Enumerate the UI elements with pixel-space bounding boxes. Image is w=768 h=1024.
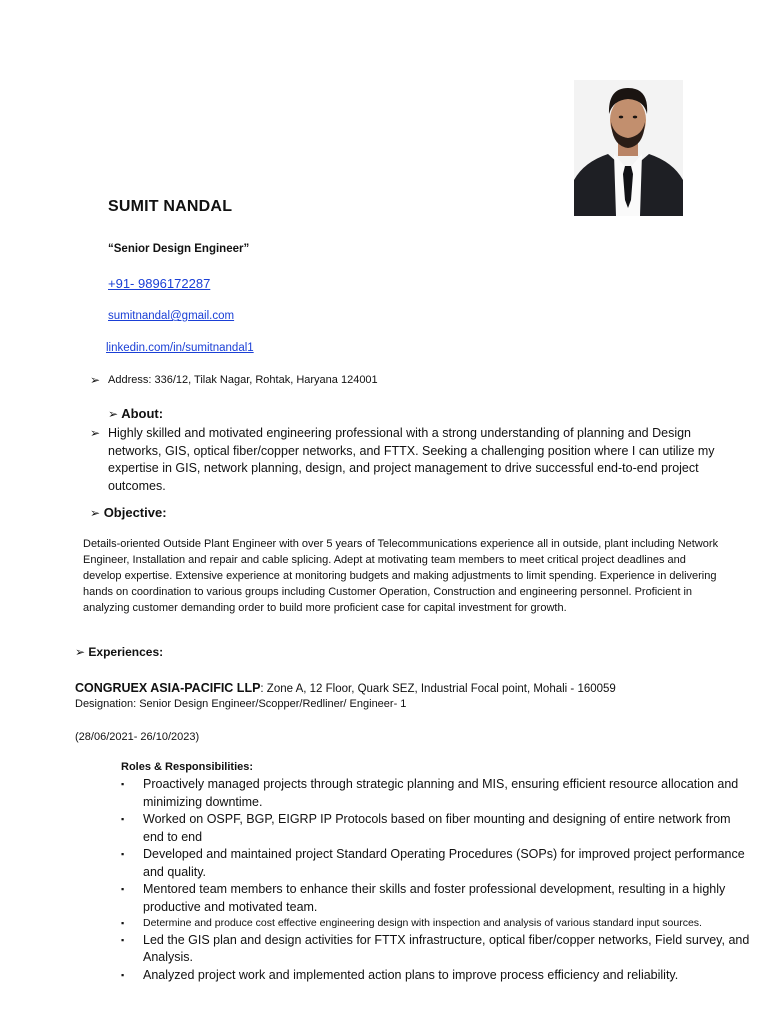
about-heading-label: About: xyxy=(121,406,164,421)
list-item xyxy=(121,932,751,967)
list-item-text: Worked on OSPF, BGP, EIGRP IP Protocols based on fiber mounting and designing of entire network from end to end xyxy=(143,812,731,844)
employment-dates: (28/06/2021- 26/10/2023) xyxy=(75,731,200,743)
job-title: “Senior Design Engineer” xyxy=(108,243,250,255)
designation: Designation: Senior Design Engineer/Scopper/Redliner/ Engineer- 1 xyxy=(75,698,407,710)
square-bullet-icon: ▪ xyxy=(121,849,125,859)
about-heading xyxy=(108,406,163,421)
list-item xyxy=(121,967,751,985)
company-address: : Zone A, 12 Floor, Quark SEZ, Industrial Focal point, Mohali - 160059 xyxy=(260,683,616,695)
square-bullet-icon: ▪ xyxy=(121,918,125,928)
about-text: Highly skilled and motivated engineering professional with a strong understanding of planning and Design networks, GIS, optical fiber/copper networks, and FTTX. Seeking a challenging position where I can utilize my expertise in GIS, network planning, design, and project management to drive successful end-to-end project outcomes. xyxy=(108,426,715,493)
square-bullet-icon: ▪ xyxy=(121,884,125,894)
list-item-text: Analyzed project work and implemented action plans to improve process efficiency and reliability. xyxy=(143,967,679,982)
list-item-text: Led the GIS plan and design activities for FTTX infrastructure, optical fiber/copper networks, Field survey, and Analysis. xyxy=(143,932,750,964)
objective-text: Details-oriented Outside Plant Engineer with over 5 years of Telecommunications experience all in outside, plant including Network Engineer, Installation and repair and cable splicing. Adept at motivating team members to meet critical project deadlines and develop expertise. Extensive experience at monitoring budgets and making adjustments to limit spending. Experience in delivering hands on coordination to various groups including Customer Operation, Construction and engineering personnel. Proficient in analyzing customer demanding order to build more proficient case for capital investment for growth. xyxy=(83,538,719,614)
list-item xyxy=(121,776,751,811)
list-item xyxy=(121,881,751,916)
company-line xyxy=(75,681,616,695)
objective-heading xyxy=(90,505,167,520)
arrow-bullet-icon: ➢ xyxy=(90,426,101,440)
list-item xyxy=(121,846,751,881)
square-bullet-icon: ▪ xyxy=(121,779,125,789)
list-item xyxy=(121,811,751,846)
experiences-heading-label: Experiences: xyxy=(88,645,164,659)
roles-heading: Roles & Responsibilities: xyxy=(121,761,254,773)
arrow-bullet-icon: ➢ xyxy=(108,407,119,421)
list-item-text: Determine and produce cost effective engineering design with inspection and analysis of various standard input sources. xyxy=(143,917,702,929)
square-bullet-icon: ▪ xyxy=(121,969,125,980)
email-link[interactable]: sumitnandal@gmail.com xyxy=(108,310,235,322)
arrow-bullet-icon: ➢ xyxy=(75,645,86,659)
square-bullet-icon: ▪ xyxy=(121,934,125,945)
list-item xyxy=(121,916,751,932)
list-item-text: Proactively managed projects through strategic planning and MIS, ensuring efficient resource allocation and minimizing downtime. xyxy=(143,777,739,809)
square-bullet-icon: ▪ xyxy=(121,814,125,824)
profile-photo xyxy=(574,80,683,216)
objective-heading-label: Objective: xyxy=(103,505,167,520)
list-item-text: Developed and maintained project Standard Operating Procedures (SOPs) for improved project performance and quality. xyxy=(143,847,745,879)
address: Address: 336/12, Tilak Nagar, Rohtak, Haryana 124001 xyxy=(108,374,378,386)
phone-link[interactable]: +91- 9896172287 xyxy=(108,276,211,291)
arrow-bullet-icon: ➢ xyxy=(90,373,101,387)
candidate-name: SUMIT NANDAL xyxy=(108,198,233,215)
responsibilities-list xyxy=(121,776,751,984)
company-name: CONGRUEX ASIA-PACIFIC LLP xyxy=(75,681,261,695)
experiences-heading xyxy=(75,645,163,659)
linkedin-link[interactable]: linkedin.com/in/sumitnandal1 xyxy=(106,342,254,354)
list-item-text: Mentored team members to enhance their skills and foster professional development, resulting in a highly productive and motivated team. xyxy=(143,882,726,914)
arrow-bullet-icon: ➢ xyxy=(90,506,101,520)
